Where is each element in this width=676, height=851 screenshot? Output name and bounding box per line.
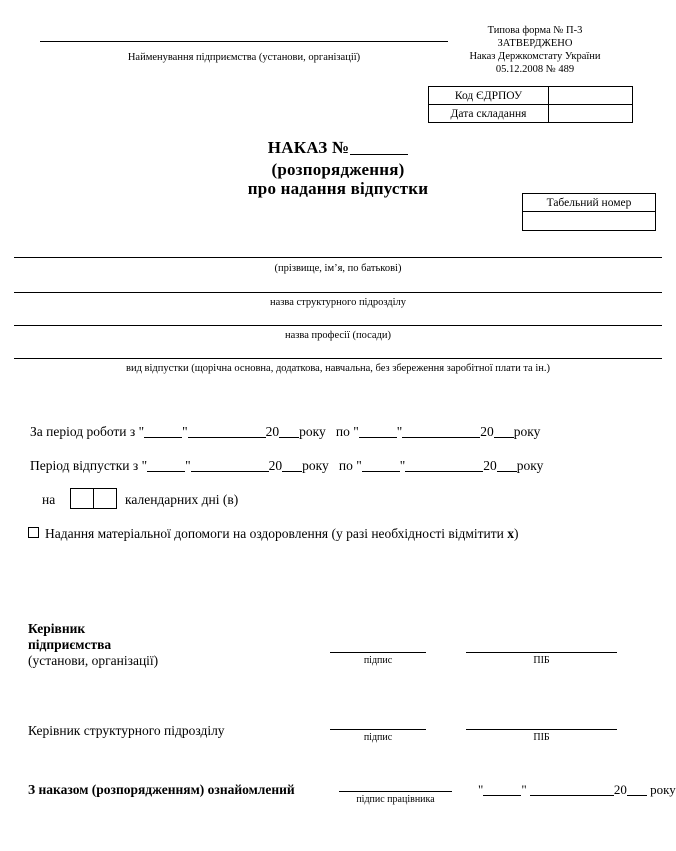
table-row: [429, 105, 633, 123]
compile-date-label: Дата складання: [429, 105, 549, 123]
acknowledged-label: З наказом (розпорядженням) ознайомлений: [28, 782, 295, 797]
order-title-text: НАКАЗ №: [267, 138, 350, 157]
approved-label: ЗАТВЕРДЖЕНО: [497, 38, 573, 49]
table-row: [523, 194, 656, 212]
acknowledged-year-suffix: року: [650, 782, 676, 797]
work-period-label: За період роботи з: [30, 424, 136, 439]
days-suffix-label: календарних дні (в): [125, 492, 239, 507]
days-cell-2[interactable]: [94, 489, 117, 509]
work-period-to-quote-close: ": [396, 424, 403, 439]
approved-date-label: 05.12.2008 № 489: [495, 64, 575, 75]
leave-period-row: [30, 458, 543, 474]
days-box: [70, 488, 117, 509]
leave-period-from-year[interactable]: [282, 471, 302, 472]
director-name-line[interactable]: [466, 652, 617, 653]
material-aid-row[interactable]: [28, 526, 519, 542]
org-name-rule: [40, 41, 448, 42]
leave-period-from-quote-close: ": [185, 458, 191, 473]
org-name-caption: Найменування підприємства (установи, організації): [127, 52, 361, 63]
material-aid-closing: ): [514, 526, 519, 541]
director-signature-caption: підпис: [363, 655, 393, 666]
work-period-from-month[interactable]: [188, 437, 266, 438]
department-head-name-caption: ПІБ: [533, 732, 550, 743]
leave-type-caption: вид відпустки (щорічна основна, додаткова, навчальна, без збереження заробітної плати та ін.): [126, 363, 550, 374]
days-cell-1[interactable]: [71, 489, 94, 509]
work-period-to-month[interactable]: [402, 437, 480, 438]
leave-period-to-day[interactable]: [362, 471, 400, 472]
work-period-row: [30, 424, 540, 440]
days-prefix-label: на: [42, 492, 56, 507]
department-head-signature-line[interactable]: [330, 729, 426, 730]
work-period-to-year-prefix: 20: [480, 424, 494, 439]
acknowledged-date-row: [478, 782, 676, 798]
department-head-name-line[interactable]: [466, 729, 617, 730]
acknowledged-day[interactable]: [483, 795, 521, 796]
work-period-to-quote-open: ": [353, 424, 359, 439]
form-type-label: Типова форма № П-3: [487, 25, 583, 36]
department-head-label: Керівник структурного підрозділу: [28, 723, 225, 738]
leave-period-to-quote-close: ": [399, 458, 406, 473]
director-label-line3: (установи, організації): [28, 653, 159, 668]
work-period-to-day[interactable]: [359, 437, 397, 438]
employee-signature-caption: підпис працівника: [356, 794, 435, 805]
leave-type-rule: [14, 358, 662, 359]
department-head-signature-caption: підпис: [363, 732, 393, 743]
material-aid-label: Надання матеріальної допомоги на оздоровлення (у разі необхідності відмітити: [45, 526, 508, 541]
order-subtitle: (розпорядження): [271, 160, 405, 179]
compile-date-value[interactable]: [549, 105, 633, 123]
leave-period-to-year-prefix: 20: [483, 458, 497, 473]
director-signature-line[interactable]: [330, 652, 426, 653]
acknowledged-quote-open: ": [478, 782, 484, 797]
order-purpose: про надання відпустки: [247, 179, 429, 198]
department-rule: [14, 292, 662, 293]
leave-period-to-year[interactable]: [497, 471, 517, 472]
leave-period-from-quote-open: ": [141, 458, 148, 473]
leave-period-from-year-suffix: року: [302, 458, 329, 473]
table-row: [71, 489, 117, 509]
edrpou-code-label: Код ЄДРПОУ: [429, 87, 549, 105]
work-period-from-quote-close: ": [182, 424, 188, 439]
material-aid-mark: x: [507, 526, 514, 541]
page-title: [0, 138, 676, 158]
position-caption: назва професії (посади): [284, 330, 392, 341]
edrpou-table: [428, 86, 633, 123]
work-period-from-year[interactable]: [279, 437, 299, 438]
work-period-to-label: по: [335, 424, 350, 439]
work-period-from-year-suffix: року: [299, 424, 326, 439]
director-label-line2: підприємства: [28, 637, 112, 652]
full-name-caption: (прізвище, ім’я, по батькові): [274, 263, 402, 274]
director-label-line1: Керівник: [28, 621, 86, 636]
department-caption: назва структурного підрозділу: [269, 297, 407, 308]
work-period-to-year-suffix: року: [513, 424, 541, 439]
personnel-number-value[interactable]: [523, 212, 656, 231]
acknowledged-year[interactable]: [627, 795, 647, 796]
leave-period-to-month[interactable]: [405, 471, 483, 472]
leave-period-from-year-prefix: 20: [268, 458, 283, 473]
personnel-number-table: [522, 193, 656, 231]
table-row: [429, 87, 633, 105]
edrpou-code-value[interactable]: [549, 87, 633, 105]
employee-signature-line[interactable]: [339, 791, 452, 792]
leave-period-label: Період відпустки з: [30, 458, 139, 473]
acknowledged-quote-close: ": [521, 782, 527, 797]
leave-period-from-day[interactable]: [147, 471, 185, 472]
work-period-from-quote-open: ": [138, 424, 145, 439]
material-aid-checkbox[interactable]: [28, 527, 39, 538]
acknowledged-year-prefix: 20: [613, 782, 627, 797]
director-name-caption: ПІБ: [533, 655, 550, 666]
work-period-to-year[interactable]: [494, 437, 514, 438]
leave-period-to-label: по: [338, 458, 353, 473]
leave-period-from-month[interactable]: [191, 471, 269, 472]
table-row: [523, 212, 656, 231]
leave-period-to-year-suffix: року: [516, 458, 544, 473]
full-name-rule: [14, 257, 662, 258]
order-number-blank[interactable]: [350, 154, 408, 155]
position-rule: [14, 325, 662, 326]
work-period-from-day[interactable]: [144, 437, 182, 438]
work-period-from-year-prefix: 20: [265, 424, 280, 439]
acknowledged-month[interactable]: [530, 795, 614, 796]
personnel-number-label: Табельний номер: [523, 194, 656, 212]
approved-by-label: Наказ Держкомстату України: [469, 51, 601, 62]
leave-period-to-quote-open: ": [356, 458, 362, 473]
